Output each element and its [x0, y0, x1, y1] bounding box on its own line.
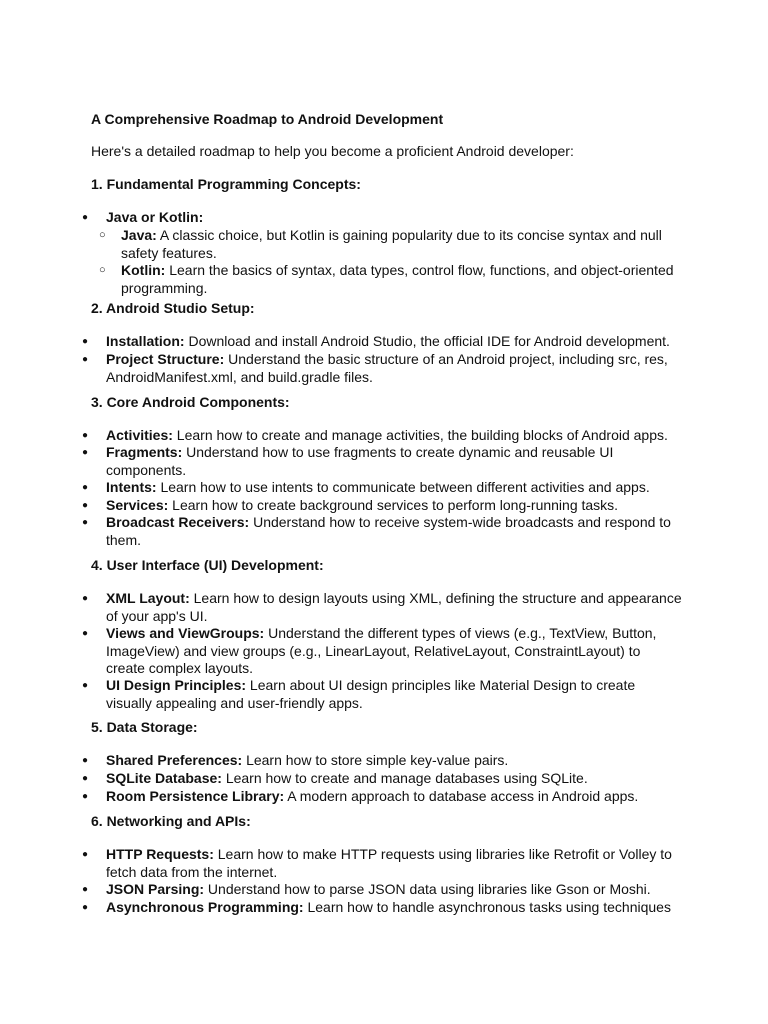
list-item — [106, 209, 682, 227]
item-text: Learn how to create and manage databases using SQLite. — [221, 770, 588, 786]
item-text: Learn how to handle asynchronous tasks using techniques — [303, 899, 671, 915]
item-label: Broadcast Receivers: — [106, 514, 250, 530]
item-text: Understand how to use fragments to create dynamic and reusable UI components. — [106, 444, 614, 478]
item-text: Learn the basics of syntax, data types, control flow, functions, and object-oriented programming. — [121, 262, 674, 296]
item-label: JSON Parsing: — [106, 881, 205, 897]
section-heading-data-storage: 5. Data Storage: — [91, 719, 198, 735]
item-label: SQLite Database: — [106, 770, 222, 786]
list-item — [106, 788, 682, 806]
section-heading-fundamentals: 1. Fundamental Programming Concepts: — [91, 176, 361, 192]
item-text: Understand how to parse JSON data using libraries like Gson or Moshi. — [204, 881, 651, 897]
item-label: XML Layout: — [106, 590, 190, 606]
sub-list-item — [121, 227, 681, 262]
item-label: Room Persistence Library: — [106, 788, 285, 804]
item-text: Learn how to use intents to communicate between different activities and apps. — [156, 479, 650, 495]
item-text: Download and install Android Studio, the official IDE for Android development. — [184, 333, 670, 349]
list-item — [106, 427, 682, 445]
item-label: Java: — [121, 227, 157, 243]
list-item — [106, 881, 682, 899]
section-heading-core-components: 3. Core Android Components: — [91, 394, 290, 410]
list-item — [106, 514, 682, 549]
list-item — [106, 846, 682, 881]
list-item — [106, 625, 682, 678]
item-label: HTTP Requests: — [106, 846, 214, 862]
list-item — [106, 899, 682, 917]
document-title: A Comprehensive Roadmap to Android Development — [91, 111, 444, 127]
item-label: Kotlin: — [121, 262, 166, 278]
item-text: A modern approach to database access in Android apps. — [284, 788, 639, 804]
item-text: Learn how to store simple key-value pairs. — [242, 752, 509, 768]
item-label: Installation: — [106, 333, 185, 349]
item-text: Learn how to create background services to perform long-running tasks. — [168, 497, 619, 513]
item-label: Views and ViewGroups: — [106, 625, 265, 641]
sub-list-item — [121, 262, 681, 297]
section-heading-studio-setup: 2. Android Studio Setup: — [91, 300, 255, 316]
item-text: A classic choice, but Kotlin is gaining popularity due to its concise syntax and null safety features. — [121, 227, 662, 261]
list-item — [106, 497, 682, 515]
list-item — [106, 479, 682, 497]
item-text: Learn how to make HTTP requests using libraries like Retrofit or Volley to fetch data from the internet. — [106, 846, 672, 880]
list-item — [106, 677, 682, 712]
item-label: Shared Preferences: — [106, 752, 243, 768]
section-heading-networking: 6. Networking and APIs: — [91, 813, 251, 829]
list-item — [106, 444, 682, 479]
item-label: Activities: — [106, 427, 173, 443]
item-label: Java or Kotlin: — [106, 209, 204, 225]
item-text: Learn how to create and manage activities, the building blocks of Android apps. — [172, 427, 668, 443]
item-text: Learn about UI design principles like Material Design to create visually appealing and user-friendly apps. — [106, 677, 636, 711]
list-item — [106, 351, 682, 386]
item-label: UI Design Principles: — [106, 677, 247, 693]
list-item — [106, 752, 682, 770]
item-label: Asynchronous Programming: — [106, 899, 304, 915]
list-item — [106, 333, 682, 351]
item-text: Understand how to receive system-wide broadcasts and respond to them. — [106, 514, 671, 548]
section-heading-ui-development: 4. User Interface (UI) Development: — [91, 557, 324, 573]
intro-paragraph: Here's a detailed roadmap to help you become a proficient Android developer: — [91, 143, 574, 159]
item-label: Services: — [106, 497, 169, 513]
item-label: Project Structure: — [106, 351, 225, 367]
list-item — [106, 770, 682, 788]
item-label: Intents: — [106, 479, 157, 495]
item-label: Fragments: — [106, 444, 183, 460]
item-text: Understand the different types of views (e.g., TextView, Button, ImageView) and view groups (e.g., LinearLayout, RelativeLayout, ConstraintLayout) to create complex layouts. — [106, 625, 657, 676]
item-text: Learn how to design layouts using XML, defining the structure and appearance of your app's UI. — [106, 590, 682, 624]
list-item — [106, 590, 682, 625]
item-text: Understand the basic structure of an Android project, including src, res, AndroidManifest.xml, and build.gradle files. — [106, 351, 668, 385]
